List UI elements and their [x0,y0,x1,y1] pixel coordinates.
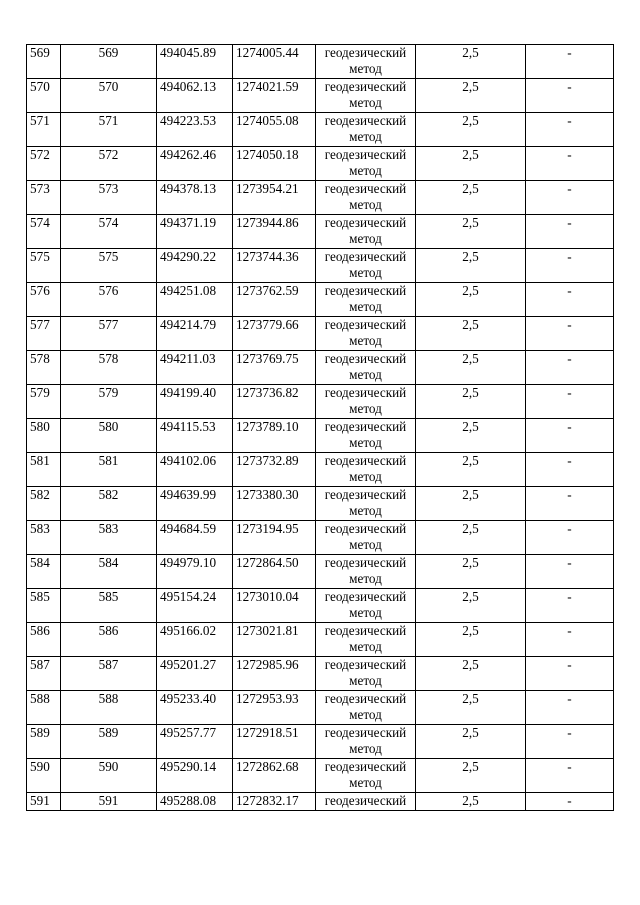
table-row [27,385,614,419]
point-number-cell: 590 [61,759,157,793]
x-coordinate-cell: 494290.22 [157,249,233,283]
point-number-cell: 578 [61,351,157,385]
y-coordinate-cell: 1272918.51 [233,725,316,759]
y-coordinate-cell: 1273736.82 [233,385,316,419]
x-coordinate-cell: 494102.06 [157,453,233,487]
x-coordinate-cell: 494251.08 [157,283,233,317]
x-coordinate-cell: 494639.99 [157,487,233,521]
row-number-cell: 587 [27,657,61,691]
y-coordinate-cell: 1272985.96 [233,657,316,691]
table-row [27,521,614,555]
y-coordinate-cell: 1274021.59 [233,79,316,113]
row-number-cell: 571 [27,113,61,147]
note-cell: - [526,79,614,113]
table-row [27,793,614,811]
point-number-cell: 569 [61,45,157,79]
y-coordinate-cell: 1274050.18 [233,147,316,181]
accuracy-cell: 2,5 [416,725,526,759]
accuracy-cell: 2,5 [416,113,526,147]
method-cell: геодезический метод [316,249,416,283]
y-coordinate-cell: 1273194.95 [233,521,316,555]
x-coordinate-cell: 495201.27 [157,657,233,691]
method-cell: геодезический метод [316,623,416,657]
y-coordinate-cell: 1272953.93 [233,691,316,725]
method-cell: геодезический метод [316,181,416,215]
point-number-cell: 589 [61,725,157,759]
point-number-cell: 586 [61,623,157,657]
point-number-cell: 583 [61,521,157,555]
method-cell: геодезический метод [316,79,416,113]
accuracy-cell: 2,5 [416,487,526,521]
row-number-cell: 572 [27,147,61,181]
row-number-cell: 583 [27,521,61,555]
x-coordinate-cell: 495257.77 [157,725,233,759]
x-coordinate-cell: 495233.40 [157,691,233,725]
point-number-cell: 584 [61,555,157,589]
table-row [27,215,614,249]
x-coordinate-cell: 494979.10 [157,555,233,589]
table-row [27,589,614,623]
x-coordinate-cell: 495290.14 [157,759,233,793]
table-row [27,181,614,215]
point-number-cell: 582 [61,487,157,521]
note-cell: - [526,759,614,793]
note-cell: - [526,385,614,419]
row-number-cell: 590 [27,759,61,793]
method-cell: геодезический метод [316,45,416,79]
row-number-cell: 569 [27,45,61,79]
method-cell: геодезический метод [316,521,416,555]
x-coordinate-cell: 495154.24 [157,589,233,623]
note-cell: - [526,589,614,623]
table-row [27,487,614,521]
note-cell: - [526,317,614,351]
point-number-cell: 576 [61,283,157,317]
method-cell: геодезический метод [316,351,416,385]
row-number-cell: 588 [27,691,61,725]
coordinates-table [26,44,614,811]
point-number-cell: 571 [61,113,157,147]
method-cell: геодезический метод [316,283,416,317]
accuracy-cell: 2,5 [416,351,526,385]
row-number-cell: 580 [27,419,61,453]
accuracy-cell: 2,5 [416,249,526,283]
accuracy-cell: 2,5 [416,589,526,623]
row-number-cell: 579 [27,385,61,419]
row-number-cell: 575 [27,249,61,283]
table-row [27,79,614,113]
table-row [27,113,614,147]
row-number-cell: 576 [27,283,61,317]
y-coordinate-cell: 1273744.36 [233,249,316,283]
x-coordinate-cell: 494199.40 [157,385,233,419]
row-number-cell: 577 [27,317,61,351]
method-cell: геодезический метод [316,113,416,147]
method-cell: геодезический метод [316,215,416,249]
note-cell: - [526,215,614,249]
accuracy-cell: 2,5 [416,147,526,181]
method-cell: геодезический метод [316,453,416,487]
x-coordinate-cell: 494684.59 [157,521,233,555]
method-cell: геодезический метод [316,725,416,759]
y-coordinate-cell: 1273779.66 [233,317,316,351]
y-coordinate-cell: 1274005.44 [233,45,316,79]
note-cell: - [526,725,614,759]
accuracy-cell: 2,5 [416,521,526,555]
y-coordinate-cell: 1272862.68 [233,759,316,793]
y-coordinate-cell: 1273380.30 [233,487,316,521]
note-cell: - [526,555,614,589]
row-number-cell: 586 [27,623,61,657]
table-row [27,249,614,283]
point-number-cell: 581 [61,453,157,487]
x-coordinate-cell: 494223.53 [157,113,233,147]
point-number-cell: 579 [61,385,157,419]
table-row [27,623,614,657]
x-coordinate-cell: 494211.03 [157,351,233,385]
y-coordinate-cell: 1272864.50 [233,555,316,589]
table-row [27,147,614,181]
x-coordinate-cell: 494378.13 [157,181,233,215]
point-number-cell: 574 [61,215,157,249]
point-number-cell: 573 [61,181,157,215]
method-cell: геодезический метод [316,555,416,589]
method-cell: геодезический метод [316,657,416,691]
accuracy-cell: 2,5 [416,215,526,249]
accuracy-cell: 2,5 [416,623,526,657]
x-coordinate-cell: 495166.02 [157,623,233,657]
row-number-cell: 574 [27,215,61,249]
table-body [27,45,614,811]
accuracy-cell: 2,5 [416,759,526,793]
x-coordinate-cell: 494214.79 [157,317,233,351]
table-row [27,657,614,691]
y-coordinate-cell: 1273789.10 [233,419,316,453]
row-number-cell: 584 [27,555,61,589]
note-cell: - [526,453,614,487]
method-cell: геодезический метод [316,385,416,419]
note-cell: - [526,657,614,691]
y-coordinate-cell: 1273010.04 [233,589,316,623]
note-cell: - [526,351,614,385]
row-number-cell: 578 [27,351,61,385]
row-number-cell: 573 [27,181,61,215]
accuracy-cell: 2,5 [416,317,526,351]
table-row [27,351,614,385]
point-number-cell: 591 [61,793,157,811]
method-cell: геодезический [316,793,416,811]
point-number-cell: 577 [61,317,157,351]
x-coordinate-cell: 494371.19 [157,215,233,249]
note-cell: - [526,521,614,555]
method-cell: геодезический метод [316,759,416,793]
y-coordinate-cell: 1273732.89 [233,453,316,487]
note-cell: - [526,147,614,181]
accuracy-cell: 2,5 [416,555,526,589]
table-row [27,725,614,759]
table-row [27,759,614,793]
row-number-cell: 585 [27,589,61,623]
note-cell: - [526,181,614,215]
table-row [27,691,614,725]
note-cell: - [526,623,614,657]
note-cell: - [526,419,614,453]
table-row [27,45,614,79]
point-number-cell: 580 [61,419,157,453]
y-coordinate-cell: 1274055.08 [233,113,316,147]
accuracy-cell: 2,5 [416,691,526,725]
accuracy-cell: 2,5 [416,45,526,79]
table-row [27,453,614,487]
table-row [27,317,614,351]
note-cell: - [526,793,614,811]
table-row [27,555,614,589]
x-coordinate-cell: 494062.13 [157,79,233,113]
accuracy-cell: 2,5 [416,283,526,317]
row-number-cell: 591 [27,793,61,811]
method-cell: геодезический метод [316,487,416,521]
accuracy-cell: 2,5 [416,79,526,113]
accuracy-cell: 2,5 [416,419,526,453]
accuracy-cell: 2,5 [416,385,526,419]
point-number-cell: 572 [61,147,157,181]
note-cell: - [526,45,614,79]
x-coordinate-cell: 494262.46 [157,147,233,181]
table-row [27,419,614,453]
method-cell: геодезический метод [316,589,416,623]
x-coordinate-cell: 494045.89 [157,45,233,79]
table-row [27,283,614,317]
point-number-cell: 585 [61,589,157,623]
row-number-cell: 589 [27,725,61,759]
x-coordinate-cell: 495288.08 [157,793,233,811]
point-number-cell: 570 [61,79,157,113]
method-cell: геодезический метод [316,691,416,725]
point-number-cell: 587 [61,657,157,691]
y-coordinate-cell: 1273769.75 [233,351,316,385]
y-coordinate-cell: 1273954.21 [233,181,316,215]
accuracy-cell: 2,5 [416,453,526,487]
note-cell: - [526,691,614,725]
point-number-cell: 575 [61,249,157,283]
row-number-cell: 582 [27,487,61,521]
method-cell: геодезический метод [316,147,416,181]
method-cell: геодезический метод [316,317,416,351]
point-number-cell: 588 [61,691,157,725]
accuracy-cell: 2,5 [416,181,526,215]
row-number-cell: 581 [27,453,61,487]
method-cell: геодезический метод [316,419,416,453]
note-cell: - [526,283,614,317]
x-coordinate-cell: 494115.53 [157,419,233,453]
y-coordinate-cell: 1273944.86 [233,215,316,249]
note-cell: - [526,249,614,283]
note-cell: - [526,113,614,147]
row-number-cell: 570 [27,79,61,113]
y-coordinate-cell: 1273021.81 [233,623,316,657]
y-coordinate-cell: 1273762.59 [233,283,316,317]
accuracy-cell: 2,5 [416,793,526,811]
note-cell: - [526,487,614,521]
accuracy-cell: 2,5 [416,657,526,691]
y-coordinate-cell: 1272832.17 [233,793,316,811]
